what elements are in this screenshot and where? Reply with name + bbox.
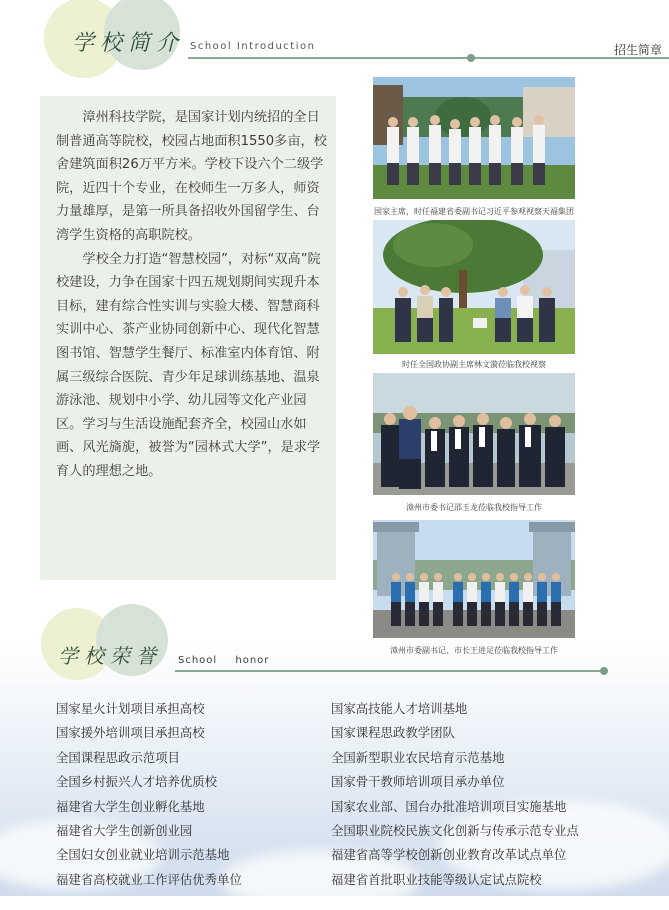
honor-divider-dot [600, 667, 608, 675]
intro-paragraph-2: 学校全力打造“智慧校园”，对标“双高”院校建设，力争在国家十四五规划期间实现升本目标，建有综合性实训与实验大楼、智慧商科实训中心、茶产业协同创新中心、现代化智慧图书馆、智慧学生餐厅、标准室内体育馆、附属三级综合医院、青少年足球训练基地、温泉游泳池、规划中小学、幼儿园等文化产业园区。学习与生活设施配套齐全，校园山水如画、风光旖旎，被誉为“园林式大学”，是求学育人的理想之地。 [56, 251, 321, 479]
honor-item: 全国新型职业农民培育示范基地 [331, 749, 505, 765]
honor-item: 福建省高校就业工作评估优秀单位 [56, 871, 242, 887]
section-title: 学校简介 [72, 31, 185, 56]
header-divider-dot [467, 54, 475, 62]
honor-item: 福建省首批职业技能等级认定试点院校 [331, 871, 542, 887]
photo-caption-4: 漳州市委副书记、市长王进足莅临我校指导工作 [390, 646, 558, 655]
honor-item: 国家高技能人才培训基地 [331, 701, 468, 716]
header-divider [188, 57, 669, 59]
honor-item: 国家农业部、国台办批准培训项目实施基地 [331, 798, 567, 814]
section-subtitle: School Introduction [190, 41, 316, 52]
honor-item: 福建省大学生创业孵化基地 [56, 798, 205, 814]
honor-item: 福建省高等学校创新创业教育改革试点单位 [331, 847, 567, 863]
intro-box [40, 96, 336, 580]
honor-list-right [331, 697, 579, 892]
honor-divider [175, 670, 605, 672]
honor-item: 国家课程思政教学团队 [331, 725, 455, 741]
photo-visit-2 [373, 220, 575, 354]
honor-title: 学校荣誉 [58, 644, 162, 668]
photo-visit-1 [373, 77, 575, 199]
photo-caption-3: 漳州市委书记邵玉龙莅临我校指导工作 [406, 503, 542, 512]
honor-item: 全国课程思政示范项目 [56, 749, 180, 765]
brochure-label: 招生简章 [614, 43, 663, 57]
honor-subtitle: School honor [178, 655, 270, 666]
honor-item: 国家骨干教师培训项目承办单位 [331, 774, 505, 790]
honor-item: 全国职业院校民族文化创新与传承示范专业点 [331, 822, 579, 838]
photo-visit-4 [373, 520, 575, 638]
honor-item: 国家星火计划项目承担高校 [56, 701, 205, 716]
honor-item: 国家援外培训项目承担高校 [56, 725, 205, 741]
photo-caption-1: 国家主席，时任福建省委副书记习近平参观视察天福集团 [374, 207, 574, 216]
honor-list-left [56, 697, 242, 892]
photo-caption-2: 时任全国政协副主席林文漪莅临我校视察 [402, 360, 546, 369]
honor-item: 福建省大学生创新创业园 [56, 822, 193, 838]
photo-visit-3 [373, 373, 575, 495]
honor-item: 全国乡村振兴人才培养优质校 [56, 774, 218, 790]
intro-paragraph-1: 漳州科技学院，是国家计划内统招的全日制普通高等院校，校园占地面积1550多亩，校舍建筑面积26万平方米。学校下设六个二级学院，近四十个专业，在校师生一万多人，师资力量雄厚，是第一所具备招收外国留学生、台湾学生资格的高职院校。 [56, 110, 327, 243]
honor-item: 全国妇女创业就业培训示范基地 [56, 847, 230, 863]
